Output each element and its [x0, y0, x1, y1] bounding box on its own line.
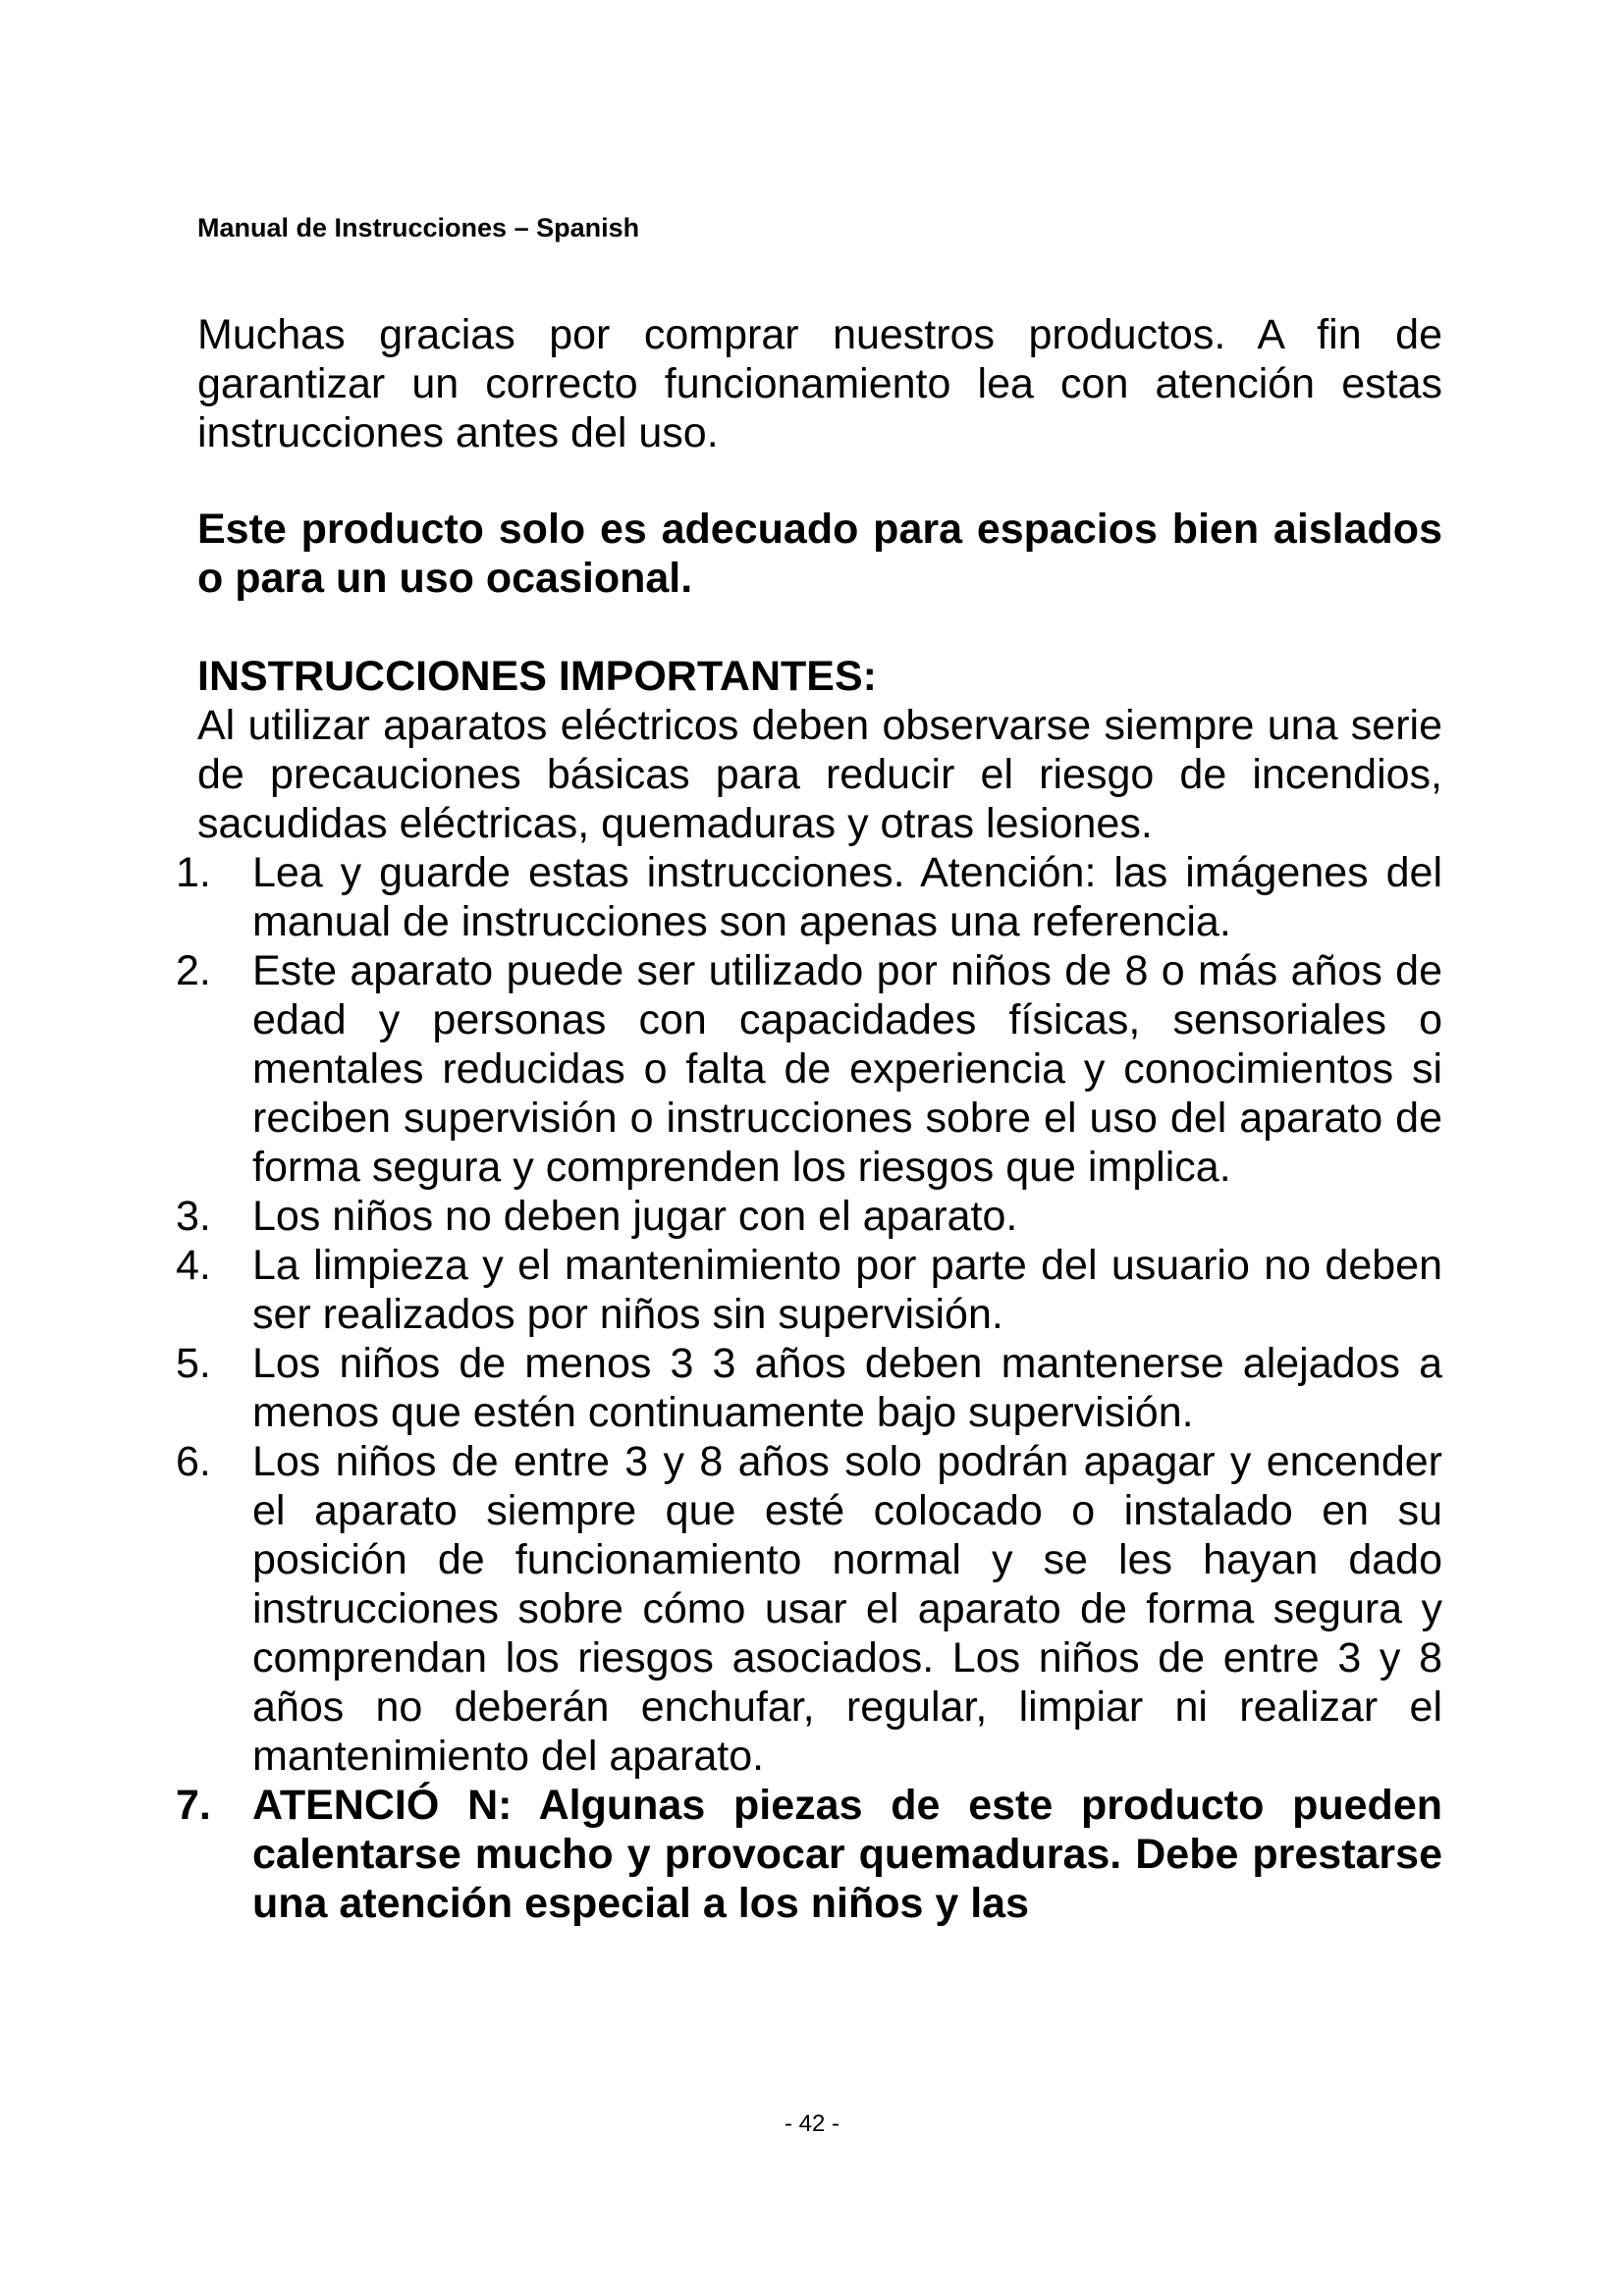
item-text: Los niños no deben jugar con el aparato.	[252, 1193, 1018, 1240]
list-item-2	[176, 946, 1442, 1192]
list-item-4	[176, 1241, 1442, 1339]
item-number: 7.	[176, 1782, 211, 1829]
instructions-list	[176, 848, 1442, 1928]
item-number: 2.	[176, 947, 211, 994]
item-number: 1.	[176, 849, 211, 896]
running-header: Manual de Instrucciones – Spanish	[197, 213, 640, 242]
list-item-5	[176, 1339, 1442, 1437]
item-text: ATENCIÓ N: Algunas piezas de este producto pueden calentarse mucho y provocar quemaduras. Debe prestarse una atención especial a los niños y las	[252, 1782, 1442, 1927]
intro-paragraph: Muchas gracias por comprar nuestros productos. A fin de garantizar un correcto funcionamiento lea con atención estas instrucciones antes del uso.	[197, 311, 1442, 456]
page-body	[176, 310, 1442, 1928]
item-text: Los niños de entre 3 y 8 años solo podrán apagar y encender el aparato siempre que esté colocado o instalado en su posición de funcionamiento normal y se les hayan dado instrucciones sobre cómo usar el aparato de forma segura y comprendan los riesgos asociados. Los niños de entre 3 y 8 años no deberán enchufar, regular, limpiar ni realizar el mantenimiento del aparato.	[252, 1438, 1442, 1780]
item-number: 4.	[176, 1242, 211, 1289]
section-title: INSTRUCCIONES IMPORTANTES:	[197, 653, 877, 700]
item-number: 3.	[176, 1193, 211, 1240]
item-number: 6.	[176, 1438, 211, 1485]
item-text: Los niños de menos 3 3 años deben mantenerse alejados a menos que estén continuamente bajo supervisión.	[252, 1340, 1442, 1436]
usage-warning: Este producto solo es adecuado para espacios bien aislados o para un uso ocasional.	[197, 506, 1442, 602]
item-text: Lea y guarde estas instrucciones. Atención: las imágenes del manual de instrucciones son apenas una referencia.	[252, 849, 1442, 945]
list-item-7-warning	[176, 1781, 1442, 1928]
list-item-1	[176, 848, 1442, 946]
page-number: - 42 -	[784, 2110, 839, 2137]
section-lead-paragraph: Al utilizar aparatos eléctricos deben observarse siempre una serie de precauciones básicas para reducir el riesgo de incendios, sacudidas eléctricas, quemaduras y otras lesiones.	[197, 702, 1442, 847]
list-item-3	[176, 1192, 1442, 1241]
item-number: 5.	[176, 1340, 211, 1387]
item-text: La limpieza y el mantenimiento por parte del usuario no deben ser realizados por niños sin supervisión.	[252, 1242, 1442, 1338]
list-item-6	[176, 1437, 1442, 1781]
item-text: Este aparato puede ser utilizado por niños de 8 o más años de edad y personas con capacidades físicas, sensoriales o mentales reducidas o falta de experiencia y conocimientos si reciben supervisión o instrucciones sobre el uso del aparato de forma segura y comprenden los riesgos que implica.	[252, 947, 1442, 1191]
